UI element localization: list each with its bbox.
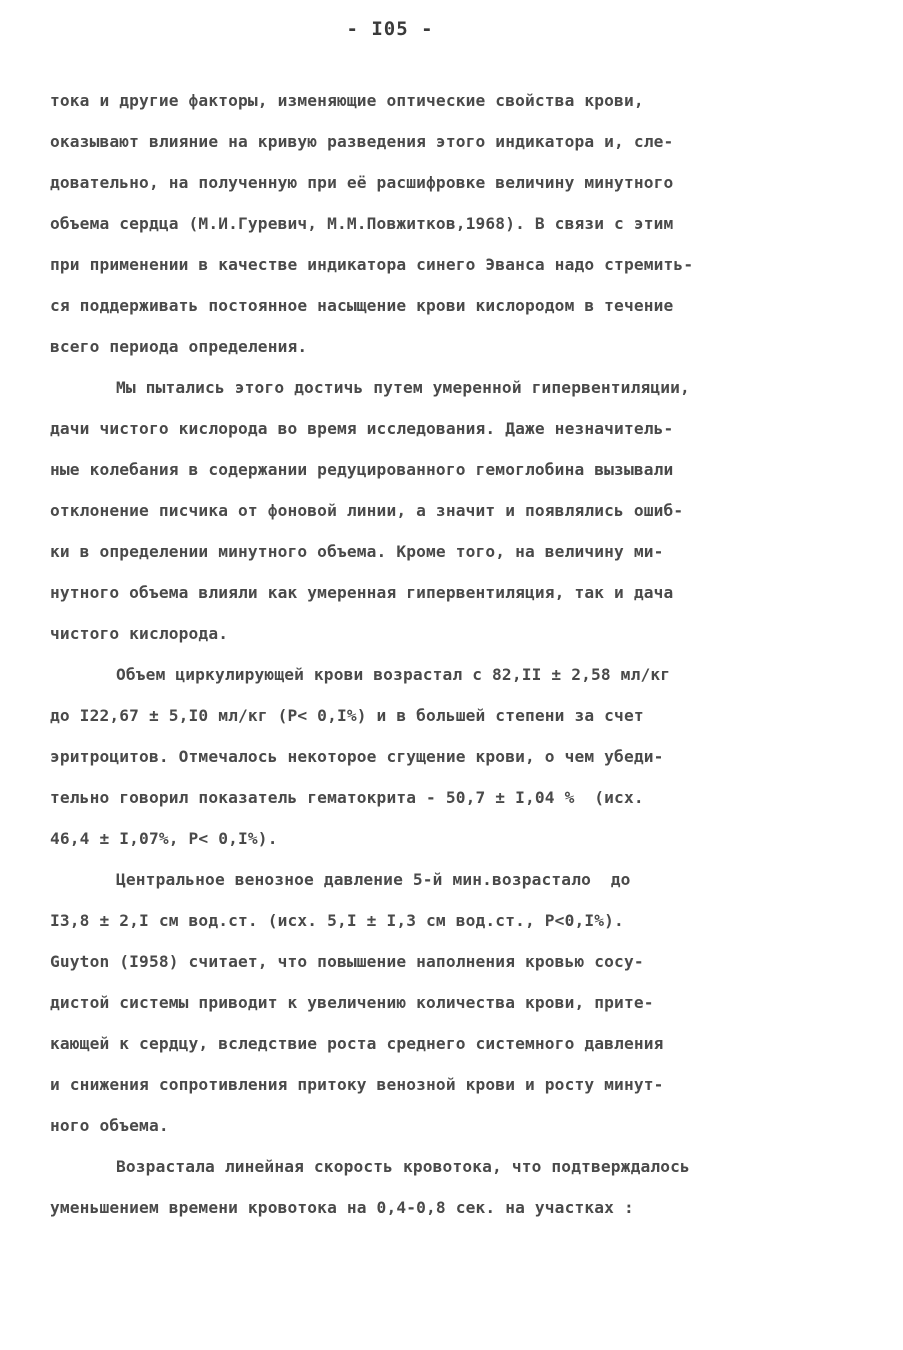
paragraph-5 — [50, 1146, 850, 1228]
text-line: ного объема. — [50, 1116, 169, 1135]
text-line: и снижения сопротивления притоку венозной крови и росту минут- — [50, 1075, 664, 1094]
text-line: нутного объема влияли как умеренная гипервентиляция, так и дача — [50, 583, 674, 602]
text-line: эритроцитов. Отмечалось некоторое сгущение крови, о чем убеди- — [50, 747, 664, 766]
text-line: довательно, на полученную при её расшифровке величину минутного — [50, 173, 674, 192]
text-line: Объем циркулирующей крови возрастал с 82,II ± 2,58 мл/кг — [116, 665, 671, 684]
paragraph-2 — [50, 367, 850, 654]
paragraph-4 — [50, 859, 850, 1146]
text-line: дистой системы приводит к увеличению количества крови, прите- — [50, 993, 654, 1012]
text-line: тока и другие факторы, изменяющие оптические свойства крови, — [50, 91, 644, 110]
text-line: оказывают влияние на кривую разведения этого индикатора и, сле- — [50, 132, 674, 151]
text-line: уменьшением времени кровотока на 0,4-0,8 сек. на участках : — [50, 1198, 634, 1217]
text-line: ные колебания в содержании редуцированного гемоглобина вызывали — [50, 460, 674, 479]
text-line: объема сердца (М.И.Гуревич, М.М.Повжитков,1968). В связи с этим — [50, 214, 674, 233]
text-line: Возрастала линейная скорость кровотока, что подтверждалось — [116, 1157, 690, 1176]
page-number: - I05 - — [346, 18, 434, 40]
text-line: Guyton (I958) считает, что повышение наполнения кровью сосу- — [50, 952, 644, 971]
paragraph-1 — [50, 80, 850, 367]
paragraph-3 — [50, 654, 850, 859]
text-line: Мы пытались этого достичь путем умеренной гипервентиляции, — [116, 378, 690, 397]
text-line: ся поддерживать постоянное насыщение крови кислородом в течение — [50, 296, 674, 315]
text-line: всего периода определения. — [50, 337, 308, 356]
text-line: кающей к сердцу, вследствие роста среднего системного давления — [50, 1034, 664, 1053]
text-line: I3,8 ± 2,I см вод.ст. (исх. 5,I ± I,3 см вод.ст., P<0,I%). — [50, 911, 624, 930]
text-line: чистого кислорода. — [50, 624, 229, 643]
text-line: до I22,67 ± 5,I0 мл/кг (P< 0,I%) и в большей степени за счет — [50, 706, 644, 725]
text-line: дачи чистого кислорода во время исследования. Даже незначитель- — [50, 419, 674, 438]
text-line: 46,4 ± I,07%, P< 0,I%). — [50, 829, 278, 848]
text-line: Центральное венозное давление 5-й мин.возрастало до — [116, 870, 631, 889]
text-line: ки в определении минутного объема. Кроме того, на величину ми- — [50, 542, 664, 561]
text-line: тельно говорил показатель гематокрита - 50,7 ± I,04 % (исх. — [50, 788, 644, 807]
body-text — [50, 80, 850, 1228]
text-line: отклонение писчика от фоновой линии, а значит и появлялись ошиб- — [50, 501, 684, 520]
text-line: при применении в качестве индикатора синего Эванса надо стремить- — [50, 255, 694, 274]
